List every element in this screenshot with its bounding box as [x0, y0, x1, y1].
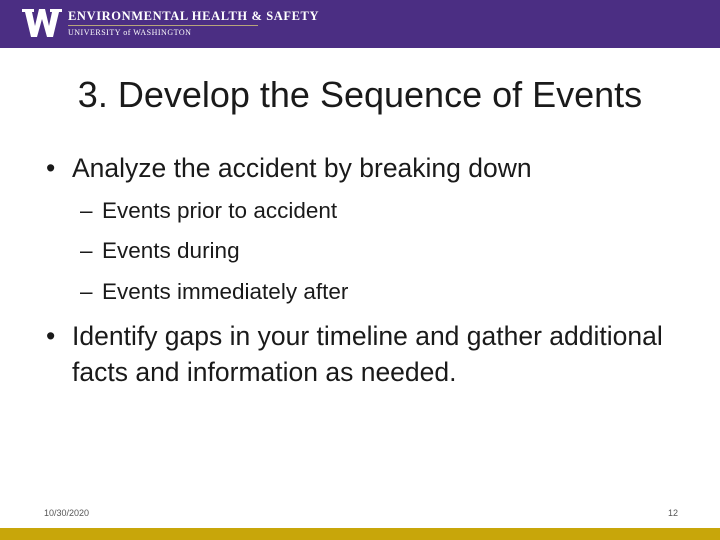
footer-accent-bar — [0, 528, 720, 540]
sub-bullet-marker: – — [80, 279, 93, 304]
header-banner — [0, 0, 720, 48]
slide-title: 3. Develop the Sequence of Events — [77, 74, 643, 115]
header-divider — [68, 25, 258, 26]
page-number: 12 — [667, 508, 678, 518]
uw-w-logo-icon — [22, 9, 62, 37]
sub-bullet-marker: – — [80, 198, 93, 223]
sub-bullet-text: Events during — [102, 238, 240, 263]
footer-date: 10/30/2020 — [44, 508, 90, 518]
university-name: UNIVERSITY of WASHINGTON — [68, 28, 192, 37]
sub-bullet-text: Events prior to accident — [102, 198, 338, 223]
bullet-marker: • — [46, 321, 56, 351]
bullet-marker: • — [46, 153, 56, 183]
bullet-text: Analyze the accident by breaking down — [72, 153, 532, 183]
sub-bullet-text: Events immediately after — [102, 279, 349, 304]
org-name: ENVIRONMENTAL HEALTH & SAFETY — [68, 9, 320, 23]
bullet-text: Identify gaps in your timeline and gather additional facts and information as needed. — [72, 321, 663, 387]
sub-bullet-marker: – — [80, 238, 93, 263]
